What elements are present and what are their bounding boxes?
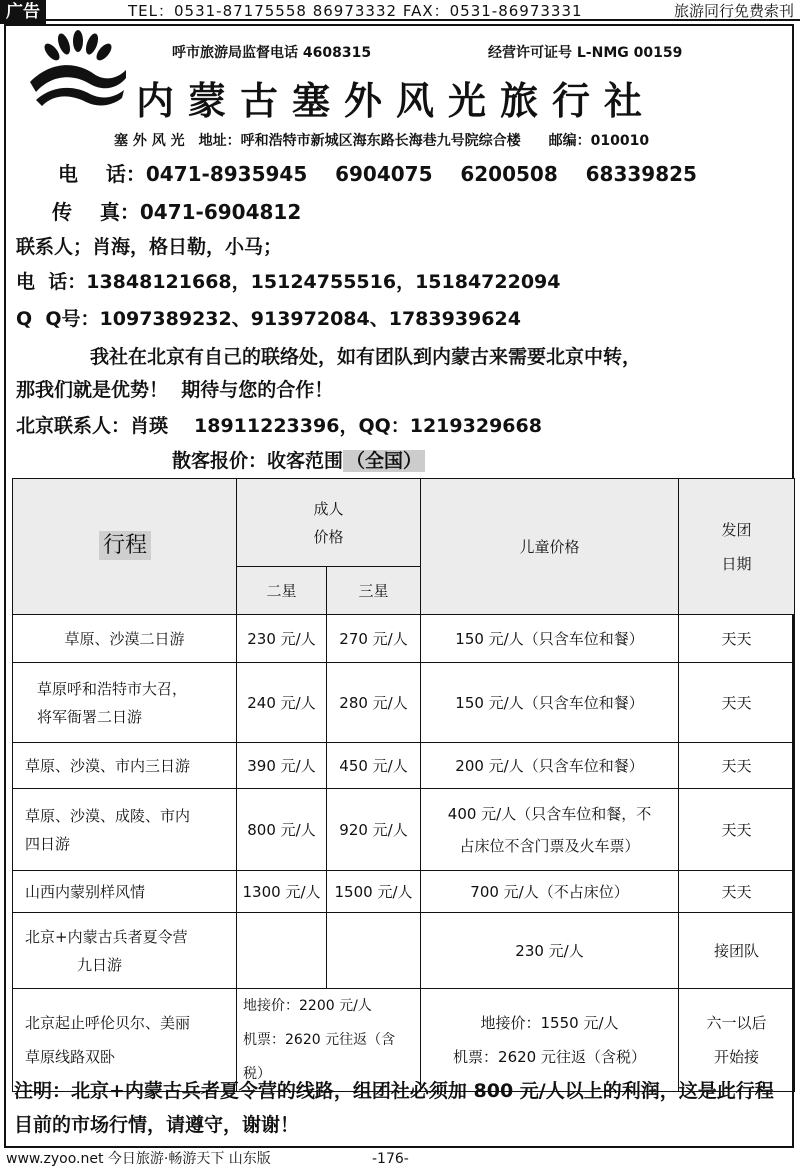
row-child: 700 元/人（不占床位） bbox=[421, 871, 679, 913]
row-child: 150 元/人（只含车位和餐） bbox=[421, 663, 679, 743]
row-two-star: 240 元/人 bbox=[237, 663, 327, 743]
row-itinerary-line-1: 草原呼和浩特市大召， bbox=[37, 679, 188, 698]
row-child-line-2: 占床位不含门票及火车票） bbox=[459, 836, 640, 855]
row-itinerary-line-2: 四日游 bbox=[25, 834, 71, 853]
header-adult bbox=[237, 479, 421, 567]
row-three-star bbox=[327, 913, 421, 989]
row-two-star: 800 元/人 bbox=[237, 789, 327, 871]
qq-numbers: 1097389232、913972084、1783939624 bbox=[99, 308, 521, 330]
license-number: 经营许可证号 L-NMG 00159 bbox=[488, 45, 683, 61]
postcode: 邮编：010010 bbox=[548, 133, 650, 149]
table-row bbox=[13, 663, 795, 743]
magazine-contact: TEL：0531-87175558 86973332 FAX：0531-86973331 bbox=[128, 2, 583, 20]
row-date-line-2: 开始接 bbox=[714, 1048, 760, 1066]
price-title bbox=[172, 446, 425, 473]
page-number: -176- bbox=[372, 1151, 409, 1167]
agency-logo-icon bbox=[22, 30, 132, 110]
address-line bbox=[114, 130, 649, 150]
price-scope-highlight: （全国） bbox=[343, 450, 425, 472]
fax-number: 0471-6904812 bbox=[139, 200, 302, 224]
row-three-star: 1500 元/人 bbox=[327, 871, 421, 913]
table-header-row bbox=[13, 479, 795, 567]
header-child: 儿童价格 bbox=[421, 479, 679, 615]
row-itinerary-line-2: 九日游 bbox=[77, 955, 123, 974]
row-child-line-2: 机票：2620 元往返（含税） bbox=[453, 1048, 646, 1066]
intro-line-1: 我社在北京有自己的联络处，如有团队到内蒙古来需要北京中转， bbox=[90, 346, 642, 368]
row-itinerary bbox=[13, 663, 237, 743]
row-two-star: 390 元/人 bbox=[237, 743, 327, 789]
address: 地址：呼和浩特市新城区海东路长海巷九号院综合楼 bbox=[198, 133, 521, 149]
header-two-star: 二星 bbox=[237, 567, 327, 615]
phone-line bbox=[58, 158, 697, 187]
fax-label: 传 真： bbox=[52, 200, 140, 224]
row-itinerary-line-1: 北京起止呼伦贝尔、美丽 bbox=[25, 1014, 191, 1032]
bureau-hotline: 呼市旅游局监督电话 4608315 bbox=[172, 45, 372, 61]
top-bar bbox=[0, 0, 800, 24]
header-adult-line-1: 成人 bbox=[313, 499, 344, 518]
table-row bbox=[13, 743, 795, 789]
beijing-contact-phone: 18911223396，QQ：1219329668 bbox=[194, 415, 542, 437]
row-itinerary: 草原、沙漠二日游 bbox=[13, 615, 237, 663]
fax-line bbox=[52, 196, 301, 225]
qq-line bbox=[16, 304, 521, 331]
row-three-star: 450 元/人 bbox=[327, 743, 421, 789]
row-two-star: 1300 元/人 bbox=[237, 871, 327, 913]
footer bbox=[0, 1150, 800, 1168]
table-row bbox=[13, 615, 795, 663]
header-itinerary bbox=[13, 479, 237, 615]
phone-numbers: 0471-8935945 6904075 6200508 68339825 bbox=[145, 162, 697, 186]
note: 注明：北京+内蒙古兵者夏令营的线路，组团社必须加 800 元/人以上的利润，这是此行程目前的市场行情，请遵守，谢谢！ bbox=[14, 1080, 774, 1136]
row-three-star: 280 元/人 bbox=[327, 663, 421, 743]
row-itinerary: 草原、沙漠、市内三日游 bbox=[13, 743, 237, 789]
mobile-numbers: 13848121668，15124755516，15184722094 bbox=[86, 271, 561, 293]
row-two-star: 230 元/人 bbox=[237, 615, 327, 663]
contact-persons: 联系人；肖海，格日勒，小马； bbox=[16, 236, 283, 258]
itinerary-highlight: 行程 bbox=[99, 531, 151, 560]
phone-label: 电 话： bbox=[58, 162, 146, 186]
row-date: 接团队 bbox=[679, 913, 795, 989]
row-child: 150 元/人（只含车位和餐） bbox=[421, 615, 679, 663]
beijing-contact-label: 北京联系人：肖瑛 bbox=[16, 415, 169, 437]
row-three-star: 920 元/人 bbox=[327, 789, 421, 871]
agency-name: 内蒙古塞外风光旅行社 bbox=[136, 78, 657, 123]
row-date-line-1: 六一以后 bbox=[706, 1014, 767, 1032]
price-title-main: 散客报价：收客范围 bbox=[172, 450, 344, 472]
row-child: 230 元/人 bbox=[421, 913, 679, 989]
row-itinerary: 山西内蒙别样风情 bbox=[13, 871, 237, 913]
row-date: 天天 bbox=[679, 615, 795, 663]
mobile-line bbox=[16, 267, 561, 294]
ad-tag: 广告 bbox=[0, 0, 46, 24]
footer-site[interactable]: www.zyoo.net 今日旅游·畅游天下 山东版 bbox=[6, 1151, 271, 1167]
header-depart bbox=[679, 479, 795, 615]
brand-name: 塞 外 风 光 bbox=[114, 133, 185, 149]
header-depart-line-1: 发团 bbox=[721, 520, 752, 539]
header-adult-line-2: 价格 bbox=[313, 527, 344, 546]
intro-line-2: 那我们就是优势！ 期待与您的合作！ bbox=[16, 379, 334, 401]
row-itinerary bbox=[13, 789, 237, 871]
row-adult-price-line-1: 地接价：2200 元/人 bbox=[243, 998, 372, 1014]
header-depart-line-2: 日期 bbox=[721, 554, 752, 573]
row-child bbox=[421, 789, 679, 871]
price-table bbox=[12, 478, 795, 1092]
header-three-star: 三星 bbox=[327, 567, 421, 615]
table-row bbox=[13, 871, 795, 913]
row-date: 天天 bbox=[679, 663, 795, 743]
row-child-line-1: 地接价：1550 元/人 bbox=[480, 1014, 619, 1032]
row-date: 天天 bbox=[679, 743, 795, 789]
beijing-contact bbox=[16, 411, 542, 438]
magazine-slogan: 旅游同行免费索刊 bbox=[673, 2, 794, 20]
row-itinerary-line-2: 草原线路双卧 bbox=[25, 1048, 116, 1066]
table-row bbox=[13, 913, 795, 989]
row-two-star bbox=[237, 913, 327, 989]
row-child: 200 元/人（只含车位和餐） bbox=[421, 743, 679, 789]
table-row bbox=[13, 789, 795, 871]
row-itinerary-line-2: 将军衙署二日游 bbox=[37, 707, 143, 726]
qq-label: Q Q号： bbox=[16, 308, 100, 330]
row-itinerary-line-1: 北京+内蒙古兵者夏令营 bbox=[25, 927, 188, 946]
row-date: 天天 bbox=[679, 871, 795, 913]
row-child-line-1: 400 元/人（只含车位和餐，不 bbox=[447, 804, 652, 823]
row-three-star: 270 元/人 bbox=[327, 615, 421, 663]
row-itinerary bbox=[13, 913, 237, 989]
row-date: 天天 bbox=[679, 789, 795, 871]
row-itinerary-line-1: 草原、沙漠、成陵、市内 bbox=[25, 806, 191, 825]
mobile-label: 电 话： bbox=[16, 271, 87, 293]
row-adult-price-line-2: 机票：2620 元往返（含税） bbox=[243, 1032, 396, 1082]
